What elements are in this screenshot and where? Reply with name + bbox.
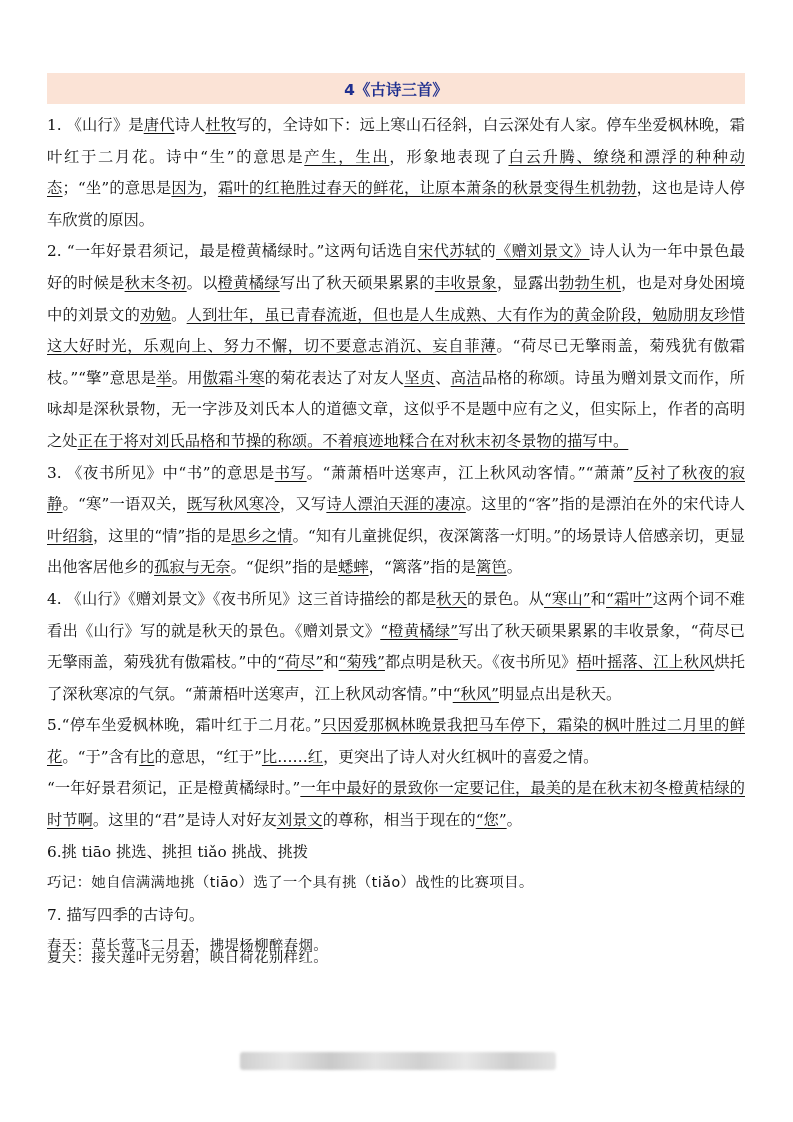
answer-underline: 杜牧 — [205, 116, 237, 134]
answer-underline: 梧叶摇落、江上秋风 — [576, 653, 715, 672]
paragraph — [47, 950, 745, 981]
answer-underline: 产生，生出 — [304, 147, 390, 166]
text-segment: 2. “一年好景君须记，最是橙黄橘绿时。”这两句话选自 — [47, 242, 419, 261]
answer-underline: 坚贞 — [404, 368, 436, 387]
answer-underline: “荷尽” — [276, 653, 324, 672]
text-segment: 。“寒”一语双关， — [62, 495, 187, 514]
answer-underline: 秋天 — [436, 589, 467, 608]
paragraph — [47, 236, 745, 457]
answer-underline: 比 — [139, 747, 155, 766]
text-segment: 都点明是秋天。《夜书所见》 — [384, 653, 577, 672]
answer-underline: 人到壮年，虽已青春流逝，但也是人生成熟、大有作为的黄金阶段，勉励朋友珍惜这大好时光，乐观向上、努力不懈，切不要意志消沉、妄自菲薄 — [47, 305, 745, 356]
answer-underline: 举 — [156, 368, 172, 387]
text-segment: 。“萧萧梧叶送寒声，江上秋风动客情。”“萧萧” — [306, 463, 634, 482]
text-segment: 。用 — [171, 368, 203, 387]
text-segment: “一年好景君须记，正是橙黄橘绿时。” — [47, 779, 301, 798]
text-segment: ；“坐”的意思是 — [62, 179, 172, 198]
text-segment: 诗人认为一年中景色最好的时候是 — [47, 242, 745, 292]
answer-underline: 孤寂与无奈 — [154, 558, 231, 577]
text-segment: 诗人 — [174, 116, 206, 134]
section-title-bar — [47, 73, 745, 104]
text-segment: 写的，全诗如下：远上寒山石径斜，白云深处有人家。停车坐爱枫林晚，霜叶红于二月花。诗中“生”的意思是 — [47, 116, 745, 166]
answer-underline: 霜叶的红艳胜过春天的鲜花，让原本萧条的秋景变得生机勃勃 — [217, 179, 637, 198]
text-segment: ，也是对身处困境中的刘景文的 — [47, 273, 745, 324]
answer-content — [47, 110, 745, 981]
text-segment: 。 — [506, 558, 522, 577]
text-segment: 。“于”含有 — [62, 747, 140, 766]
text-segment: 的景色。从 — [467, 589, 544, 608]
answer-underline: 唐代 — [143, 116, 175, 134]
answer-underline: 反衬了秋夜的寂静 — [47, 463, 745, 514]
answer-underline: 苏轼 — [449, 242, 481, 261]
answer-underline: “橙黄橘绿” — [380, 621, 459, 640]
text-segment: 。“荷尽已无擎雨盖，菊残犹有傲霜枝。”“擎”意思是 — [47, 337, 745, 387]
answer-underline: “寒山” — [544, 589, 591, 608]
paragraph — [47, 900, 745, 932]
text-segment: ，这也是诗人停车欣赏的原因。 — [47, 179, 745, 229]
answer-underline: 劝勉 — [140, 305, 172, 324]
answer-underline: 只因爱那枫林晚景我把马车停下，霜染的枫叶胜过二月里的鲜花 — [47, 716, 745, 766]
answer-underline: 秋末冬初 — [124, 273, 187, 292]
paragraph — [47, 773, 745, 836]
text-segment: 的 — [480, 242, 496, 261]
text-segment: 4. 《山行》《赠刘景文》《夜书所见》这三首诗描绘的都是 — [47, 589, 437, 608]
text-segment: 春天：草长莺飞二月天，拂堤杨柳醉春烟。 — [47, 938, 329, 955]
answer-underline: “菊残” — [338, 653, 385, 672]
text-segment: 明显点出是秋天。 — [498, 684, 622, 703]
answer-underline: 勃勃生机 — [559, 273, 622, 292]
answer-underline: 既写秋风寒冷 — [186, 495, 280, 514]
answer-underline: 宋代 — [418, 242, 450, 261]
text-segment: ，又写 — [279, 495, 327, 514]
text-segment: 写出了秋天硕果累累的 — [279, 273, 435, 292]
blurred-footer-watermark — [240, 1052, 556, 1070]
text-segment: 5.“停车坐爱枫林晚，霜叶红于二月花。” — [47, 716, 322, 735]
answer-underline: 橙黄橘绿 — [217, 273, 280, 292]
answer-underline: 《赠刘景文》 — [495, 242, 590, 261]
text-segment: 这两个词不难看出《山行》写的就是秋天的景色。《赠刘景文》 — [47, 589, 745, 640]
answer-underline: 一年中最好的景致你一定要记住，最美的是在秋末初冬橙黄桔绿的时节啊 — [47, 779, 745, 830]
text-segment: 。 — [506, 811, 522, 830]
answer-underline: 诗人漂泊天涯的凄凉 — [326, 495, 466, 514]
text-segment: 和 — [590, 589, 607, 608]
text-segment: ，形象地表现了 — [389, 147, 509, 166]
text-segment: 。“知有儿童挑促织，夜深篱落一灯明。”的场景诗人倍感亲切，更显出他客居他乡的 — [47, 526, 745, 577]
answer-underline: 书写 — [274, 463, 307, 482]
text-segment: 巧记：她自信满满地挑（tiāo）选了一个具有挑（tiǎo）战性的比赛项目。 — [47, 875, 534, 892]
text-segment: 。这里的“君”是诗人对好友 — [92, 811, 277, 830]
answer-underline: 篱笆 — [476, 558, 507, 577]
text-segment: ， — [202, 179, 218, 198]
text-segment: ，这里的“情”指的是 — [92, 526, 232, 545]
paragraph — [47, 868, 745, 900]
answer-underline: “您” — [475, 811, 507, 830]
answer-underline: 傲霜斗寒 — [202, 368, 265, 387]
text-segment: 7. 描写四季的古诗句。 — [47, 905, 205, 924]
answer-underline: 叶绍翁 — [47, 526, 93, 545]
text-segment: 、 — [435, 368, 451, 387]
paragraph — [47, 710, 745, 773]
text-segment: 和 — [323, 653, 339, 672]
answer-underline: 比……红 — [261, 747, 324, 766]
paragraph — [47, 458, 745, 584]
answer-underline: “秋风” — [452, 684, 499, 703]
answer-underline: 正在于将对刘氏品格和节操的称颂。不着痕迹地糅合在对秋末初冬景物的描写中。 — [77, 431, 629, 450]
text-segment: 1. 《山行》是 — [47, 116, 144, 134]
text-segment: 。“促织”指的是 — [230, 558, 339, 577]
text-segment: 6.挑 tiāo 挑选、挑担 tiǎo 挑战、挑拨 — [47, 842, 309, 861]
text-segment: 写出了秋天硕果累累的丰收景象，“荷尽已无擎雨盖，菊残犹有傲霜枝。”中的 — [47, 621, 745, 672]
answer-underline: 刘景文 — [276, 811, 323, 830]
answer-underline: 思乡之情 — [231, 526, 293, 545]
paragraph — [47, 110, 745, 236]
answer-underline: 白云升腾、缭绕和漂浮的种种动态 — [47, 147, 745, 198]
text-segment: 。以 — [186, 273, 218, 292]
text-segment: ，“篱落”指的是 — [368, 558, 477, 577]
text-segment: ，更突出了诗人对火红枫叶的喜爱之情。 — [323, 747, 599, 766]
paragraph — [47, 584, 745, 710]
text-segment: 的尊称，相当于现在的 — [322, 811, 476, 830]
answer-underline: “霜叶” — [606, 589, 653, 608]
answer-underline: 高洁 — [450, 368, 482, 387]
text-segment: 。 — [171, 305, 187, 324]
text-segment: 的意思，“红于” — [154, 747, 262, 766]
document-page — [47, 73, 745, 981]
paragraph — [47, 837, 745, 869]
section-title: 4《古诗三首》 — [344, 80, 448, 99]
text-segment: 的菊花表达了对友人 — [264, 368, 405, 387]
text-segment: 。这里的“客”指的是漂泊在外的宋代诗人 — [465, 495, 745, 514]
answer-underline: 蟋蟀 — [338, 558, 369, 577]
text-segment: ，显露出 — [496, 273, 559, 292]
text-segment: 3. 《夜书所见》中“书”的意思是 — [47, 463, 275, 482]
text-segment: 烘托了深秋寒凉的气氛。“萧萧梧叶送寒声，江上秋风动客情。”中 — [47, 653, 745, 703]
text-segment: 夏天：接天莲叶无穷碧，映日荷花别样红。 — [47, 950, 329, 967]
answer-underline: 因为 — [171, 179, 203, 198]
answer-underline: 丰收景象 — [434, 273, 497, 292]
text-segment: 品格的称颂。诗虽为赠刘景文而作，所咏却是深秋景物，无一字涉及刘氏本人的道德文章，这似乎不是题中应有之义，但实际上，作者的高明之处 — [47, 368, 745, 450]
